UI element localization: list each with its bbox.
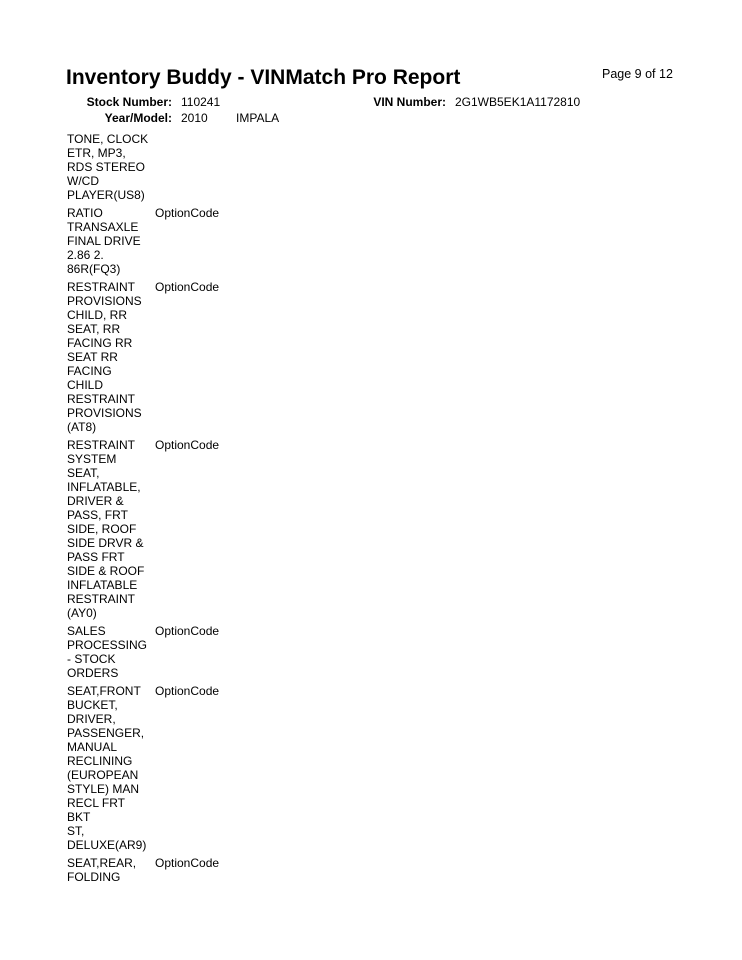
option-code: OptionCode <box>155 684 220 698</box>
stock-number-value: 110241 <box>181 95 221 109</box>
page-number: Page 9 of 12 <box>602 67 673 81</box>
option-row <box>67 438 367 620</box>
vin-number-label: VIN Number: <box>373 95 446 109</box>
option-code: OptionCode <box>155 206 220 220</box>
option-code: OptionCode <box>155 856 220 870</box>
option-code: OptionCode <box>155 438 220 452</box>
option-row <box>67 684 367 852</box>
option-description: SALES PROCESSING - STOCK ORDERS <box>67 624 148 680</box>
option-code: OptionCode <box>155 280 220 294</box>
model-value: IMPALA <box>236 111 280 125</box>
report-title: Inventory Buddy - VINMatch Pro Report <box>66 66 461 89</box>
year-value: 2010 <box>181 111 208 125</box>
year-model-label: Year/Model: <box>104 111 172 125</box>
option-row <box>67 280 367 434</box>
options-list <box>67 132 367 888</box>
option-description: SEAT,REAR, FOLDING <box>67 856 137 884</box>
stock-number-label: Stock Number: <box>86 95 172 109</box>
vin-number-value: 2G1WB5EK1A1172810 <box>455 95 581 109</box>
option-description: RATIO TRANSAXLE FINAL DRIVE 2.86 2. 86R(FQ3) <box>67 206 141 276</box>
option-row <box>67 856 367 884</box>
option-description: RESTRAINT PROVISIONS CHILD, RR SEAT, RR FACING RR SEAT RR FACING CHILD RESTRAINT PROVISIONS (AT8) <box>67 280 142 434</box>
option-description: RESTRAINT SYSTEM SEAT, INFLATABLE, DRIVER & PASS, FRT SIDE, ROOF SIDE DRVR & PASS FRT SIDE & ROOF INFLATABLE RESTRAINT (AY0) <box>67 438 145 620</box>
option-row <box>67 132 367 202</box>
option-code: OptionCode <box>155 624 220 638</box>
option-row <box>67 624 367 680</box>
option-row <box>67 206 367 276</box>
option-description: TONE, CLOCK ETR, MP3, RDS STEREO W/CD PLAYER(US8) <box>67 132 149 202</box>
option-description: SEAT,FRONT BUCKET, DRIVER, PASSENGER, MANUAL RECLINING (EUROPEAN STYLE) MAN RECL FRT BKT ST, DELUXE(AR9) <box>67 684 147 852</box>
